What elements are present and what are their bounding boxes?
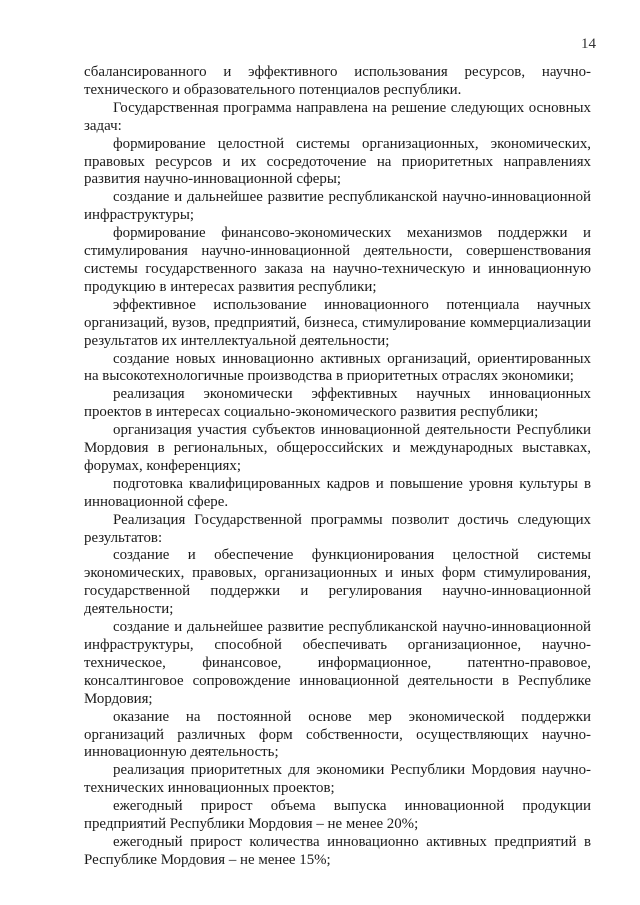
paragraph: реализация приоритетных для экономики Республики Мордовия научно-технических инновационных проектов; xyxy=(84,762,591,797)
page-number: 14 xyxy=(581,36,596,52)
paragraph: создание и обеспечение функционирования целостной системы экономических, правовых, организационных и иных форм стимулирования, государственной поддержки и регулирования научно-инновационной деятельности; xyxy=(84,547,591,618)
paragraph: реализация экономически эффективных научных инновационных проектов в интересах социально-экономического развития республики; xyxy=(84,386,591,421)
paragraph: оказание на постоянной основе мер экономической поддержки организаций различных форм собственности, осуществляющих научно-инновационную деятельность; xyxy=(84,708,591,761)
paragraph: сбалансированного и эффективного использования ресурсов, научно-технического и образовательного потенциалов республики. xyxy=(84,64,591,98)
paragraph: создание новых инновационно активных организаций, ориентированных на высокотехнологичные производства в приоритетных отраслях экономики; xyxy=(84,350,591,385)
document-body xyxy=(84,64,591,870)
paragraph: создание и дальнейшее развитие республиканской научно-инновационной инфраструктуры; xyxy=(84,189,591,224)
paragraph: подготовка квалифицированных кадров и повышение уровня культуры в инновационной сфере. xyxy=(84,475,591,510)
paragraph: Государственная программа направлена на решение следующих основных задач: xyxy=(84,99,591,134)
paragraph: формирование целостной системы организационных, экономических, правовых ресурсов и их сосредоточение на приоритетных направлениях развития научно-инновационной сферы; xyxy=(84,135,591,188)
paragraph: Реализация Государственной программы позволит достичь следующих результатов: xyxy=(84,511,591,546)
paragraph: создание и дальнейшее развитие республиканской научно-инновационной инфраструктуры, способной обеспечивать организационное, научно-техническое, финансовое, информационное, патентно-правовое, консалтинговое сопровождение инновационной деятельности в Республике Мордовия; xyxy=(84,619,591,707)
paragraph: эффективное использование инновационного потенциала научных организаций, вузов, предприятий, бизнеса, стимулирование коммерциализации результатов их интеллектуальной деятельности; xyxy=(84,296,591,349)
paragraph: формирование финансово-экономических механизмов поддержки и стимулирования научно-инновационной деятельности, совершенствования системы государственного заказа на научно-техническую и инновационную продукцию в интересах развития республики; xyxy=(84,225,591,295)
paragraph: ежегодный прирост объема выпуска инновационной продукции предприятий Республики Мордовия – не менее 20%; xyxy=(84,798,591,833)
paragraph: ежегодный прирост количества инновационно активных предприятий в Республике Мордовия – не менее 15%; xyxy=(84,833,591,868)
paragraph: организация участия субъектов инновационной деятельности Республики Мордовия в региональных, общероссийских и международных выставках, форумах, конференциях; xyxy=(84,422,591,474)
